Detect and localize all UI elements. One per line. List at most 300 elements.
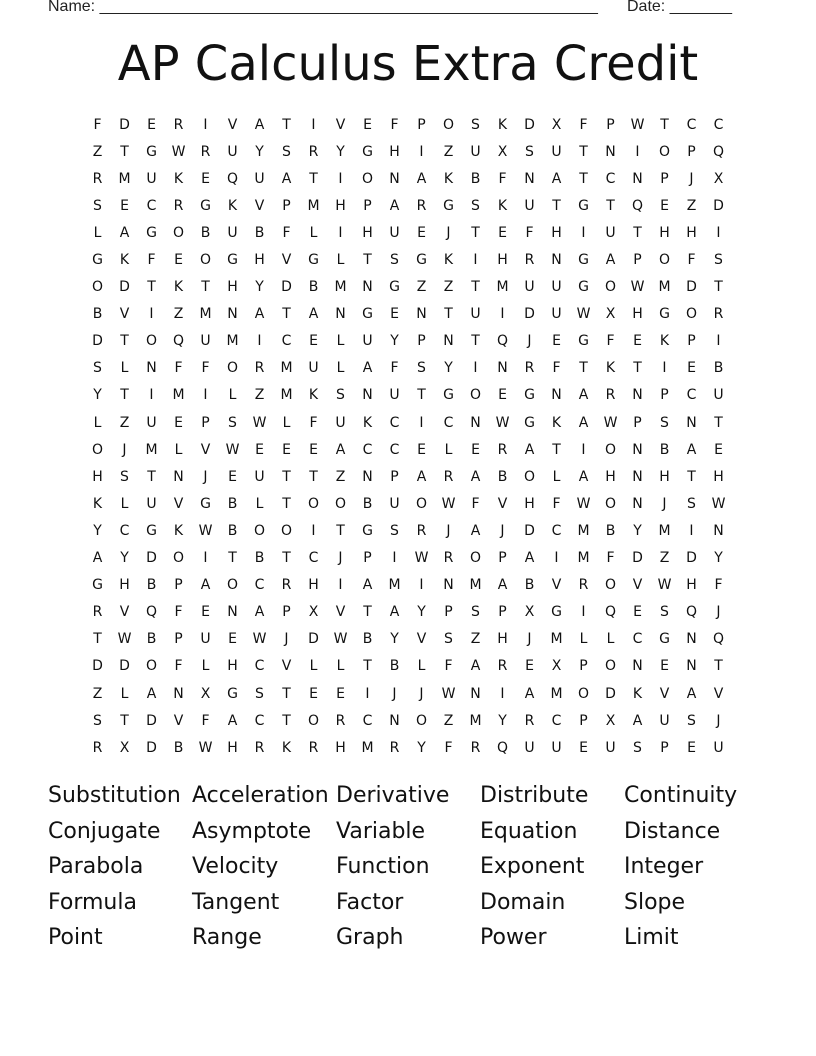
grid-letter: O — [415, 495, 428, 512]
grid-letter: H — [227, 658, 238, 675]
grid-letter: H — [497, 252, 508, 269]
grid-letter: J — [527, 631, 532, 648]
grid-letter: Y — [390, 333, 399, 350]
grid-letter: A — [578, 468, 589, 485]
grid-letter: L — [579, 631, 588, 648]
grid-letter: I — [581, 441, 586, 458]
grid-letter: M — [469, 712, 482, 729]
grid-letter: N — [497, 360, 508, 377]
grid-letter: U — [335, 414, 346, 431]
grid-letter: C — [389, 441, 400, 458]
grid-letter: R — [254, 739, 265, 756]
grid-letter: T — [228, 550, 237, 567]
grid-letter: V — [119, 604, 130, 621]
grid-letter: G — [308, 252, 319, 269]
grid-row — [84, 355, 732, 382]
grid-letter: Z — [443, 712, 454, 729]
grid-letter: X — [524, 604, 535, 621]
grid-letter: G — [578, 279, 589, 296]
grid-letter: B — [146, 631, 157, 648]
grid-letter: M — [550, 685, 563, 702]
grid-letter: B — [605, 522, 616, 539]
grid-letter: F — [174, 604, 183, 621]
grid-letter: G — [578, 197, 589, 214]
grid-letter: I — [473, 252, 478, 269]
grid-letter: M — [550, 631, 563, 648]
grid-letter: R — [605, 387, 616, 404]
grid-letter: W — [198, 739, 213, 756]
grid-letter: H — [524, 495, 535, 512]
grid-letter: W — [657, 577, 672, 594]
grid-letter: T — [282, 116, 291, 133]
grid-letter: A — [254, 306, 265, 323]
grid-letter: N — [470, 685, 481, 702]
grid-letter: D — [524, 522, 535, 539]
grid-letter: S — [525, 143, 534, 160]
grid-letter: V — [713, 685, 724, 702]
grid-letter: C — [146, 197, 157, 214]
grid-letter: G — [659, 631, 670, 648]
grid-letter: O — [226, 360, 239, 377]
grid-letter: A — [416, 468, 427, 485]
grid-letter: J — [338, 550, 343, 567]
grid-letter: T — [363, 658, 372, 675]
grid-letter: T — [633, 360, 642, 377]
grid-letter: U — [362, 333, 373, 350]
grid-letter: D — [119, 658, 130, 675]
grid-letter: R — [92, 170, 103, 187]
grid-letter: P — [633, 414, 642, 431]
grid-letter: Z — [335, 468, 346, 485]
grid-letter: U — [470, 143, 481, 160]
grid-letter: C — [686, 116, 697, 133]
grid-letter: X — [308, 604, 319, 621]
grid-letter: K — [362, 414, 373, 431]
grid-letter: L — [336, 360, 345, 377]
grid-letter: G — [146, 224, 157, 241]
grid-letter: T — [93, 631, 102, 648]
grid-letter: I — [365, 685, 370, 702]
grid-letter: I — [149, 306, 154, 323]
grid-letter: K — [308, 387, 319, 404]
grid-letter: I — [473, 360, 478, 377]
grid-letter: N — [389, 170, 400, 187]
grid-letter: V — [335, 116, 346, 133]
grid-letter: X — [713, 170, 724, 187]
grid-letter: A — [551, 170, 562, 187]
grid-letter: T — [282, 306, 291, 323]
grid-letter: K — [605, 360, 616, 377]
grid-letter: X — [200, 685, 211, 702]
word-bank-item: Slope — [624, 889, 686, 915]
grid-letter: T — [282, 495, 291, 512]
grid-letter: L — [120, 360, 129, 377]
grid-letter: G — [578, 333, 589, 350]
grid-letter: N — [173, 685, 184, 702]
grid-letter: V — [281, 252, 292, 269]
grid-letter: T — [282, 550, 291, 567]
grid-letter: O — [307, 495, 320, 512]
grid-letter: D — [686, 279, 697, 296]
grid-letter: T — [120, 143, 129, 160]
grid-letter: B — [470, 170, 481, 187]
grid-letter: R — [443, 550, 454, 567]
grid-letter: N — [551, 387, 562, 404]
grid-letter: T — [552, 197, 561, 214]
grid-letter: H — [227, 279, 238, 296]
grid-letter: I — [203, 387, 208, 404]
grid-letter: Y — [390, 631, 399, 648]
grid-letter: P — [282, 197, 291, 214]
grid-letter: W — [495, 414, 510, 431]
grid-letter: C — [281, 333, 292, 350]
grid-letter: T — [471, 279, 480, 296]
grid-letter: T — [282, 685, 291, 702]
grid-letter: E — [660, 658, 669, 675]
grid-letter: I — [689, 522, 694, 539]
grid-letter: O — [91, 441, 104, 458]
grid-letter: P — [579, 658, 588, 675]
grid-letter: R — [713, 306, 724, 323]
grid-letter: H — [605, 468, 616, 485]
grid-letter: P — [660, 387, 669, 404]
grid-letter: Q — [496, 333, 509, 350]
grid-letter: U — [713, 387, 724, 404]
grid-letter: Z — [119, 414, 130, 431]
grid-row — [84, 192, 732, 219]
grid-letter: V — [200, 441, 211, 458]
grid-letter: W — [711, 495, 726, 512]
grid-letter: A — [470, 522, 481, 539]
grid-letter: T — [606, 197, 615, 214]
grid-row — [84, 545, 732, 572]
grid-letter: I — [500, 306, 505, 323]
grid-letter: A — [470, 658, 481, 675]
grid-letter: L — [201, 658, 210, 675]
grid-letter: U — [524, 739, 535, 756]
grid-letter: T — [687, 468, 696, 485]
grid-letter: Z — [92, 685, 103, 702]
grid-letter: N — [686, 658, 697, 675]
grid-letter: T — [309, 468, 318, 485]
grid-letter: Q — [685, 604, 698, 621]
grid-letter: U — [200, 333, 211, 350]
word-bank-item: Velocity — [192, 854, 279, 880]
grid-letter: B — [389, 658, 400, 675]
grid-letter: Z — [686, 197, 697, 214]
grid-letter: A — [578, 387, 589, 404]
grid-letter: B — [362, 631, 373, 648]
grid-letter: A — [308, 306, 319, 323]
grid-letter: W — [198, 522, 213, 539]
grid-letter: D — [146, 712, 157, 729]
grid-letter: I — [338, 577, 343, 594]
grid-letter: N — [686, 414, 697, 431]
grid-letter: F — [471, 495, 480, 512]
grid-letter: A — [335, 441, 346, 458]
grid-letter: N — [443, 577, 454, 594]
grid-letter: U — [470, 306, 481, 323]
grid-row — [84, 572, 732, 599]
grid-letter: Z — [659, 550, 670, 567]
grid-letter: L — [417, 658, 426, 675]
grid-letter: K — [443, 170, 454, 187]
grid-letter: C — [551, 522, 562, 539]
grid-letter: P — [606, 116, 615, 133]
grid-letter: F — [282, 224, 291, 241]
grid-letter: D — [92, 333, 103, 350]
word-bank-item: Conjugate — [48, 818, 161, 844]
grid-letter: G — [92, 252, 103, 269]
grid-letter: U — [254, 170, 265, 187]
grid-letter: X — [551, 116, 562, 133]
word-bank-item: Asymptote — [192, 818, 312, 844]
grid-letter: C — [254, 658, 265, 675]
grid-letter: W — [441, 685, 456, 702]
grid-letter: E — [174, 414, 183, 431]
grid-letter: I — [419, 577, 424, 594]
grid-letter: G — [200, 197, 211, 214]
grid-row — [84, 111, 732, 138]
grid-letter: B — [713, 360, 724, 377]
grid-letter: B — [92, 306, 103, 323]
grid-letter: W — [333, 631, 348, 648]
grid-letter: M — [280, 387, 293, 404]
grid-letter: V — [173, 712, 184, 729]
grid-letter: H — [659, 468, 670, 485]
grid-letter: S — [471, 604, 480, 621]
grid-letter: I — [716, 333, 721, 350]
grid-letter: H — [227, 739, 238, 756]
grid-letter: N — [362, 468, 373, 485]
grid-letter: W — [576, 495, 591, 512]
grid-letter: S — [660, 604, 669, 621]
grid-letter: A — [497, 577, 508, 594]
grid-letter: N — [551, 252, 562, 269]
grid-letter: J — [689, 170, 694, 187]
grid-letter: E — [579, 739, 588, 756]
word-bank-item: Variable — [336, 818, 426, 844]
grid-letter: U — [551, 739, 562, 756]
grid-letter: S — [336, 387, 345, 404]
grid-letter: S — [93, 197, 102, 214]
grid-letter: F — [444, 658, 453, 675]
grid-letter: P — [363, 550, 372, 567]
grid-letter: U — [254, 468, 265, 485]
grid-letter: P — [174, 577, 183, 594]
grid-letter: O — [469, 550, 482, 567]
grid-letter: W — [603, 414, 618, 431]
grid-letter: J — [203, 468, 208, 485]
grid-letter: V — [227, 116, 238, 133]
grid-letter: K — [497, 116, 508, 133]
grid-letter: E — [471, 441, 480, 458]
grid-letter: D — [119, 116, 130, 133]
grid-letter: F — [687, 252, 696, 269]
grid-letter: P — [660, 739, 669, 756]
grid-letter: A — [281, 170, 292, 187]
grid-letter: I — [338, 170, 343, 187]
grid-letter: W — [252, 631, 267, 648]
grid-letter: F — [579, 116, 588, 133]
grid-letter: X — [551, 658, 562, 675]
grid-letter: U — [713, 739, 724, 756]
grid-letter: D — [605, 685, 616, 702]
grid-letter: S — [687, 712, 696, 729]
grid-letter: G — [659, 306, 670, 323]
grid-letter: G — [362, 143, 373, 160]
grid-letter: V — [335, 604, 346, 621]
grid-letter: R — [524, 712, 535, 729]
grid-letter: N — [470, 414, 481, 431]
grid-letter: N — [605, 143, 616, 160]
grid-letter: R — [173, 116, 184, 133]
grid-row — [84, 246, 732, 273]
grid-letter: Y — [417, 739, 426, 756]
grid-letter: L — [282, 414, 291, 431]
grid-row — [84, 328, 732, 355]
grid-letter: H — [119, 577, 130, 594]
grid-letter: S — [471, 116, 480, 133]
grid-letter: I — [419, 143, 424, 160]
grid-letter: D — [92, 658, 103, 675]
grid-letter: Y — [444, 360, 453, 377]
grid-letter: K — [443, 252, 454, 269]
grid-letter: O — [604, 495, 617, 512]
grid-letter: Q — [712, 143, 725, 160]
grid-letter: C — [119, 522, 130, 539]
grid-letter: O — [604, 279, 617, 296]
grid-letter: R — [497, 441, 508, 458]
grid-letter: T — [579, 360, 588, 377]
grid-letter: U — [551, 306, 562, 323]
grid-letter: K — [281, 739, 292, 756]
grid-letter: Q — [145, 604, 158, 621]
word-bank-item: Domain — [480, 889, 566, 915]
grid-letter: S — [120, 468, 129, 485]
grid-letter: T — [147, 468, 156, 485]
grid-letter: D — [146, 550, 157, 567]
grid-row — [84, 490, 732, 517]
grid-letter: S — [93, 712, 102, 729]
grid-letter: R — [200, 143, 211, 160]
word-bank-item: Continuity — [624, 783, 738, 808]
grid-row — [84, 463, 732, 490]
grid-letter: E — [498, 224, 507, 241]
grid-letter: E — [255, 441, 264, 458]
grid-letter: B — [227, 522, 238, 539]
grid-letter: I — [419, 414, 424, 431]
grid-letter: W — [630, 279, 645, 296]
grid-letter: C — [632, 631, 643, 648]
grid-row — [84, 409, 732, 436]
grid-letter: E — [417, 224, 426, 241]
grid-letter: H — [551, 224, 562, 241]
grid-letter: G — [389, 279, 400, 296]
grid-letter: F — [147, 252, 156, 269]
grid-letter: N — [416, 306, 427, 323]
grid-letter: V — [281, 658, 292, 675]
grid-letter: E — [552, 333, 561, 350]
word-bank-item: Derivative — [336, 783, 450, 808]
grid-letter: S — [228, 414, 237, 431]
grid-letter: R — [524, 252, 535, 269]
grid-letter: E — [633, 333, 642, 350]
grid-letter: Q — [226, 170, 239, 187]
grid-letter: U — [227, 143, 238, 160]
grid-letter: Q — [631, 197, 644, 214]
grid-letter: U — [308, 360, 319, 377]
grid-letter: N — [524, 170, 535, 187]
grid-letter: U — [659, 712, 670, 729]
grid-letter: F — [201, 360, 210, 377]
grid-letter: W — [225, 441, 240, 458]
grid-letter: P — [687, 143, 696, 160]
word-bank-item: Parabola — [48, 854, 144, 880]
grid-letter: E — [714, 441, 723, 458]
grid-letter: O — [199, 252, 212, 269]
grid-letter: E — [174, 252, 183, 269]
grid-letter: L — [174, 441, 183, 458]
grid-letter: O — [415, 712, 428, 729]
grid-letter: C — [362, 441, 373, 458]
grid-letter: F — [606, 550, 615, 567]
grid-letter: A — [416, 170, 427, 187]
grid-letter: U — [146, 414, 157, 431]
grid-letter: G — [578, 252, 589, 269]
grid-letter: B — [659, 441, 670, 458]
grid-letter: O — [523, 468, 536, 485]
grid-letter: N — [389, 712, 400, 729]
grid-letter: E — [660, 197, 669, 214]
grid-letter: G — [227, 252, 238, 269]
grid-letter: M — [496, 279, 509, 296]
grid-letter: G — [227, 685, 238, 702]
grid-letter: G — [200, 495, 211, 512]
grid-letter: O — [361, 170, 374, 187]
word-bank-item: Limit — [624, 925, 679, 951]
grid-letter: R — [497, 658, 508, 675]
grid-letter: X — [497, 143, 508, 160]
grid-letter: V — [416, 631, 427, 648]
grid-letter: V — [497, 495, 508, 512]
grid-letter: T — [579, 143, 588, 160]
grid-letter: K — [659, 333, 670, 350]
grid-letter: F — [525, 224, 534, 241]
grid-letter: Q — [604, 604, 617, 621]
grid-letter: H — [389, 143, 400, 160]
grid-letter: M — [280, 360, 293, 377]
grid-row — [84, 301, 732, 328]
grid-letter: T — [444, 306, 453, 323]
grid-letter: N — [632, 441, 643, 458]
grid-letter: H — [659, 224, 670, 241]
grid-letter: N — [335, 306, 346, 323]
grid-letter: I — [500, 685, 505, 702]
grid-letter: L — [336, 333, 345, 350]
grid-letter: I — [311, 116, 316, 133]
grid-letter: N — [443, 333, 454, 350]
grid-letter: N — [227, 604, 238, 621]
grid-letter: L — [93, 414, 102, 431]
grid-row — [84, 219, 732, 246]
grid-letter: C — [686, 387, 697, 404]
grid-letter: N — [632, 495, 643, 512]
grid-letter: A — [389, 197, 400, 214]
grid-letter: E — [309, 441, 318, 458]
grid-letter: P — [498, 604, 507, 621]
grid-letter: L — [93, 224, 102, 241]
